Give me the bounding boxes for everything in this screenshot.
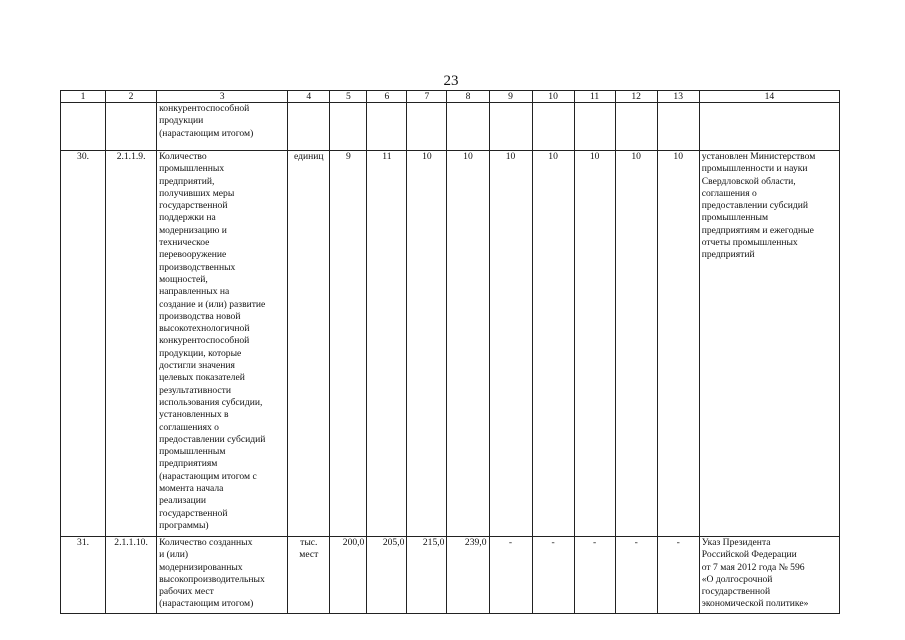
value-cell: 10: [532, 151, 574, 537]
value-cell: 10: [489, 151, 532, 537]
column-header: 2: [106, 91, 157, 103]
table-cell: [699, 103, 839, 151]
column-header: 9: [489, 91, 532, 103]
column-header: 14: [699, 91, 839, 103]
value-cell: -: [574, 537, 615, 614]
table-cell: [532, 103, 574, 151]
value-cell: 10: [407, 151, 447, 537]
indicator-code: 2.1.1.10.: [106, 537, 157, 614]
table-row: [61, 537, 840, 614]
value-cell: -: [657, 537, 699, 614]
table-row-continuation: [61, 103, 840, 151]
value-cell: 205,0: [367, 537, 407, 614]
value-cell: 239,0: [447, 537, 489, 614]
row-number: 30.: [61, 151, 106, 537]
row-number: 31.: [61, 537, 106, 614]
indicator-description: Количество промышленных предприятий, получивших меры государственной поддержки на модернизацию и техническое перевооружение производственных мощностей, направленных на создание и (или) развитие производства новой высокотехнологичной конкурентоспособной продукции, которые достигли значения целевых показателей результативности использования субсидии, установленных в соглашениях о предоставлении субсидий промышленным предприятиям (нарастающим итогом с момента начала реализации государственной программы): [157, 151, 288, 537]
value-cell: 10: [574, 151, 615, 537]
value-cell: 9: [330, 151, 367, 537]
table-cell: [615, 103, 657, 151]
unit: тыс. мест: [288, 537, 330, 614]
value-cell: -: [615, 537, 657, 614]
table-cell: [330, 103, 367, 151]
page-number: 23: [443, 73, 459, 89]
table-cell: [407, 103, 447, 151]
column-header: 1: [61, 91, 106, 103]
indicator-code: 2.1.1.9.: [106, 151, 157, 537]
data-source: Указ Президента Российской Федерации от 7 мая 2012 года № 596 «О долгосрочной государственной экономической политике»: [699, 537, 839, 614]
unit: единиц: [288, 151, 330, 537]
column-header: 13: [657, 91, 699, 103]
table-row: [61, 151, 840, 537]
indicator-description: Количество созданных и (или) модернизированных высокопроизводительных рабочих мест (нарастающим итогом): [157, 537, 288, 614]
value-cell: 10: [615, 151, 657, 537]
value-cell: 200,0: [330, 537, 367, 614]
data-source: установлен Министерством промышленности и науки Свердловской области, соглашения о предоставлении субсидий промышленным предприятиям и ежегодные отчеты промышленных предприятий: [699, 151, 839, 537]
indicators-table: [60, 90, 840, 614]
table-cell: [288, 103, 330, 151]
table-cell: [489, 103, 532, 151]
value-cell: 11: [367, 151, 407, 537]
value-cell: 215,0: [407, 537, 447, 614]
value-cell: 10: [447, 151, 489, 537]
value-cell: -: [489, 537, 532, 614]
table-cell: [447, 103, 489, 151]
column-header: 12: [615, 91, 657, 103]
column-header: 4: [288, 91, 330, 103]
indicator-description: конкурентоспособной продукции (нарастающим итогом): [157, 103, 288, 151]
table-cell: [657, 103, 699, 151]
table-cell: [574, 103, 615, 151]
column-header: 10: [532, 91, 574, 103]
table-cell: [61, 103, 106, 151]
column-header: 7: [407, 91, 447, 103]
table-cell: [367, 103, 407, 151]
table-cell: [106, 103, 157, 151]
value-cell: -: [532, 537, 574, 614]
column-header: 6: [367, 91, 407, 103]
column-header: 3: [157, 91, 288, 103]
column-header: 8: [447, 91, 489, 103]
column-header: 11: [574, 91, 615, 103]
column-header: 5: [330, 91, 367, 103]
value-cell: 10: [657, 151, 699, 537]
column-number-row: [61, 91, 840, 103]
